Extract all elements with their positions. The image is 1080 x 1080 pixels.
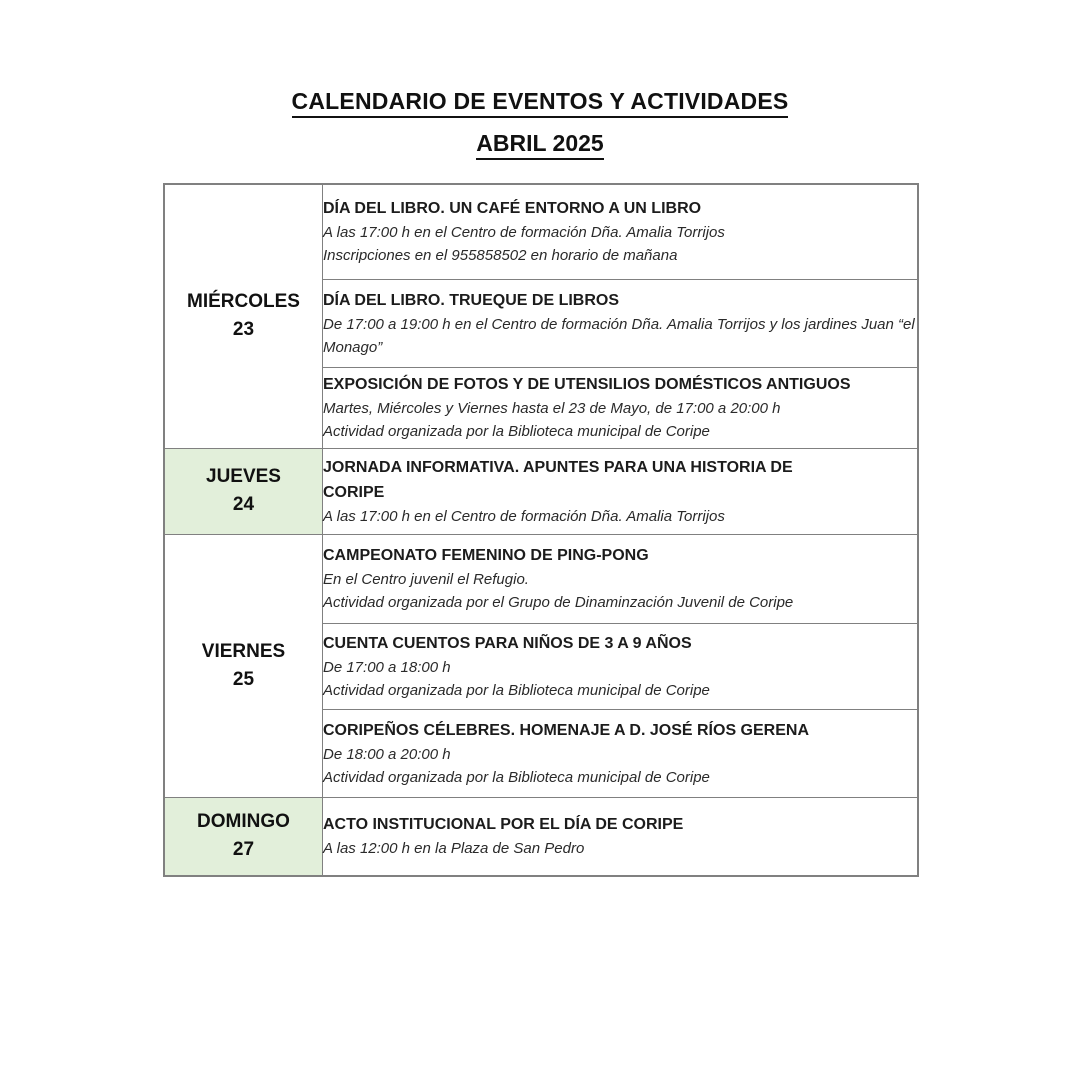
event-detail: Actividad organizada por la Biblioteca municipal de Coripe [323,681,710,699]
table-row [164,534,918,623]
event-detail: En el Centro juvenil el Refugio. [323,571,529,588]
event-cell [323,623,919,709]
event-detail: Actividad organizada por la Biblioteca municipal de Coripe [323,423,710,440]
event-detail: A las 12:00 h en la Plaza de San Pedro [323,840,585,858]
event-cell [323,367,919,448]
event-title: ACTO INSTITUCIONAL POR EL DÍA DE CORIPE [323,816,684,834]
event-detail: A las 17:00 h en el Centro de formación Dña. Amalia Torrijos [323,507,725,525]
event-cell [323,184,919,279]
events-table [163,183,919,877]
event-title: EXPOSICIÓN DE FOTOS Y DE UTENSILIOS DOMÉSTICOS ANTIGUOS [323,376,851,393]
event-cell [323,534,919,623]
event-detail: Martes, Miércoles y Viernes hasta el 23 de Mayo, de 17:00 a 20:00 h [323,400,781,417]
day-name: VIERNES [201,640,286,662]
day-number: 27 [232,839,255,861]
event-detail: Actividad organizada por la Biblioteca municipal de Coripe [323,768,710,786]
table-row [164,448,918,534]
event-title: CUENTA CUENTOS PARA NIÑOS DE 3 A 9 AÑOS [323,634,692,652]
day-name: MIÉRCOLES [187,291,300,313]
event-detail: Actividad organizada por el Grupo de Dinaminzación Juvenil de Coripe [323,594,794,611]
day-number: 25 [232,668,255,690]
event-title: CAMPEONATO FEMENINO DE PING-PONG [323,547,649,564]
day-number: 23 [232,319,255,341]
day-number: 24 [232,494,255,515]
event-title: DÍA DEL LIBRO. TRUEQUE DE LIBROS [323,291,620,309]
table-row [164,184,918,279]
day-cell-jueves [164,448,323,534]
event-title: JORNADA INFORMATIVA. APUNTES PARA UNA HISTORIA DE CORIPE [323,458,793,501]
event-cell [323,709,919,797]
page-subtitle: ABRIL 2025 [476,130,603,160]
event-title: CORIPEÑOS CÉLEBRES. HOMENAJE A D. JOSÉ RÍOS GERENA [323,721,810,739]
day-cell-viernes [164,534,323,797]
event-cell [323,797,919,876]
day-cell-domingo [164,797,323,876]
event-detail: A las 17:00 h en el Centro de formación Dña. Amalia Torrijos [323,224,725,242]
day-name: JUEVES [206,466,281,487]
day-name: DOMINGO [197,811,290,833]
page-title: CALENDARIO DE EVENTOS Y ACTIVIDADES [292,88,789,118]
event-title: DÍA DEL LIBRO. UN CAFÉ ENTORNO A UN LIBRO [323,200,702,218]
day-cell-miercoles [164,184,323,448]
event-cell [323,279,919,367]
event-detail: De 18:00 a 20:00 h [323,745,451,763]
event-detail: De 17:00 a 18:00 h [323,658,451,676]
event-detail: De 17:00 a 19:00 h en el Centro de formación Dña. Amalia Torrijos y los jardines Juan “el Monago” [323,315,915,356]
event-cell [323,448,919,534]
document-title-block [0,88,1080,160]
event-detail: Inscripciones en el 955858502 en horario de mañana [323,247,678,265]
table-row [164,797,918,876]
